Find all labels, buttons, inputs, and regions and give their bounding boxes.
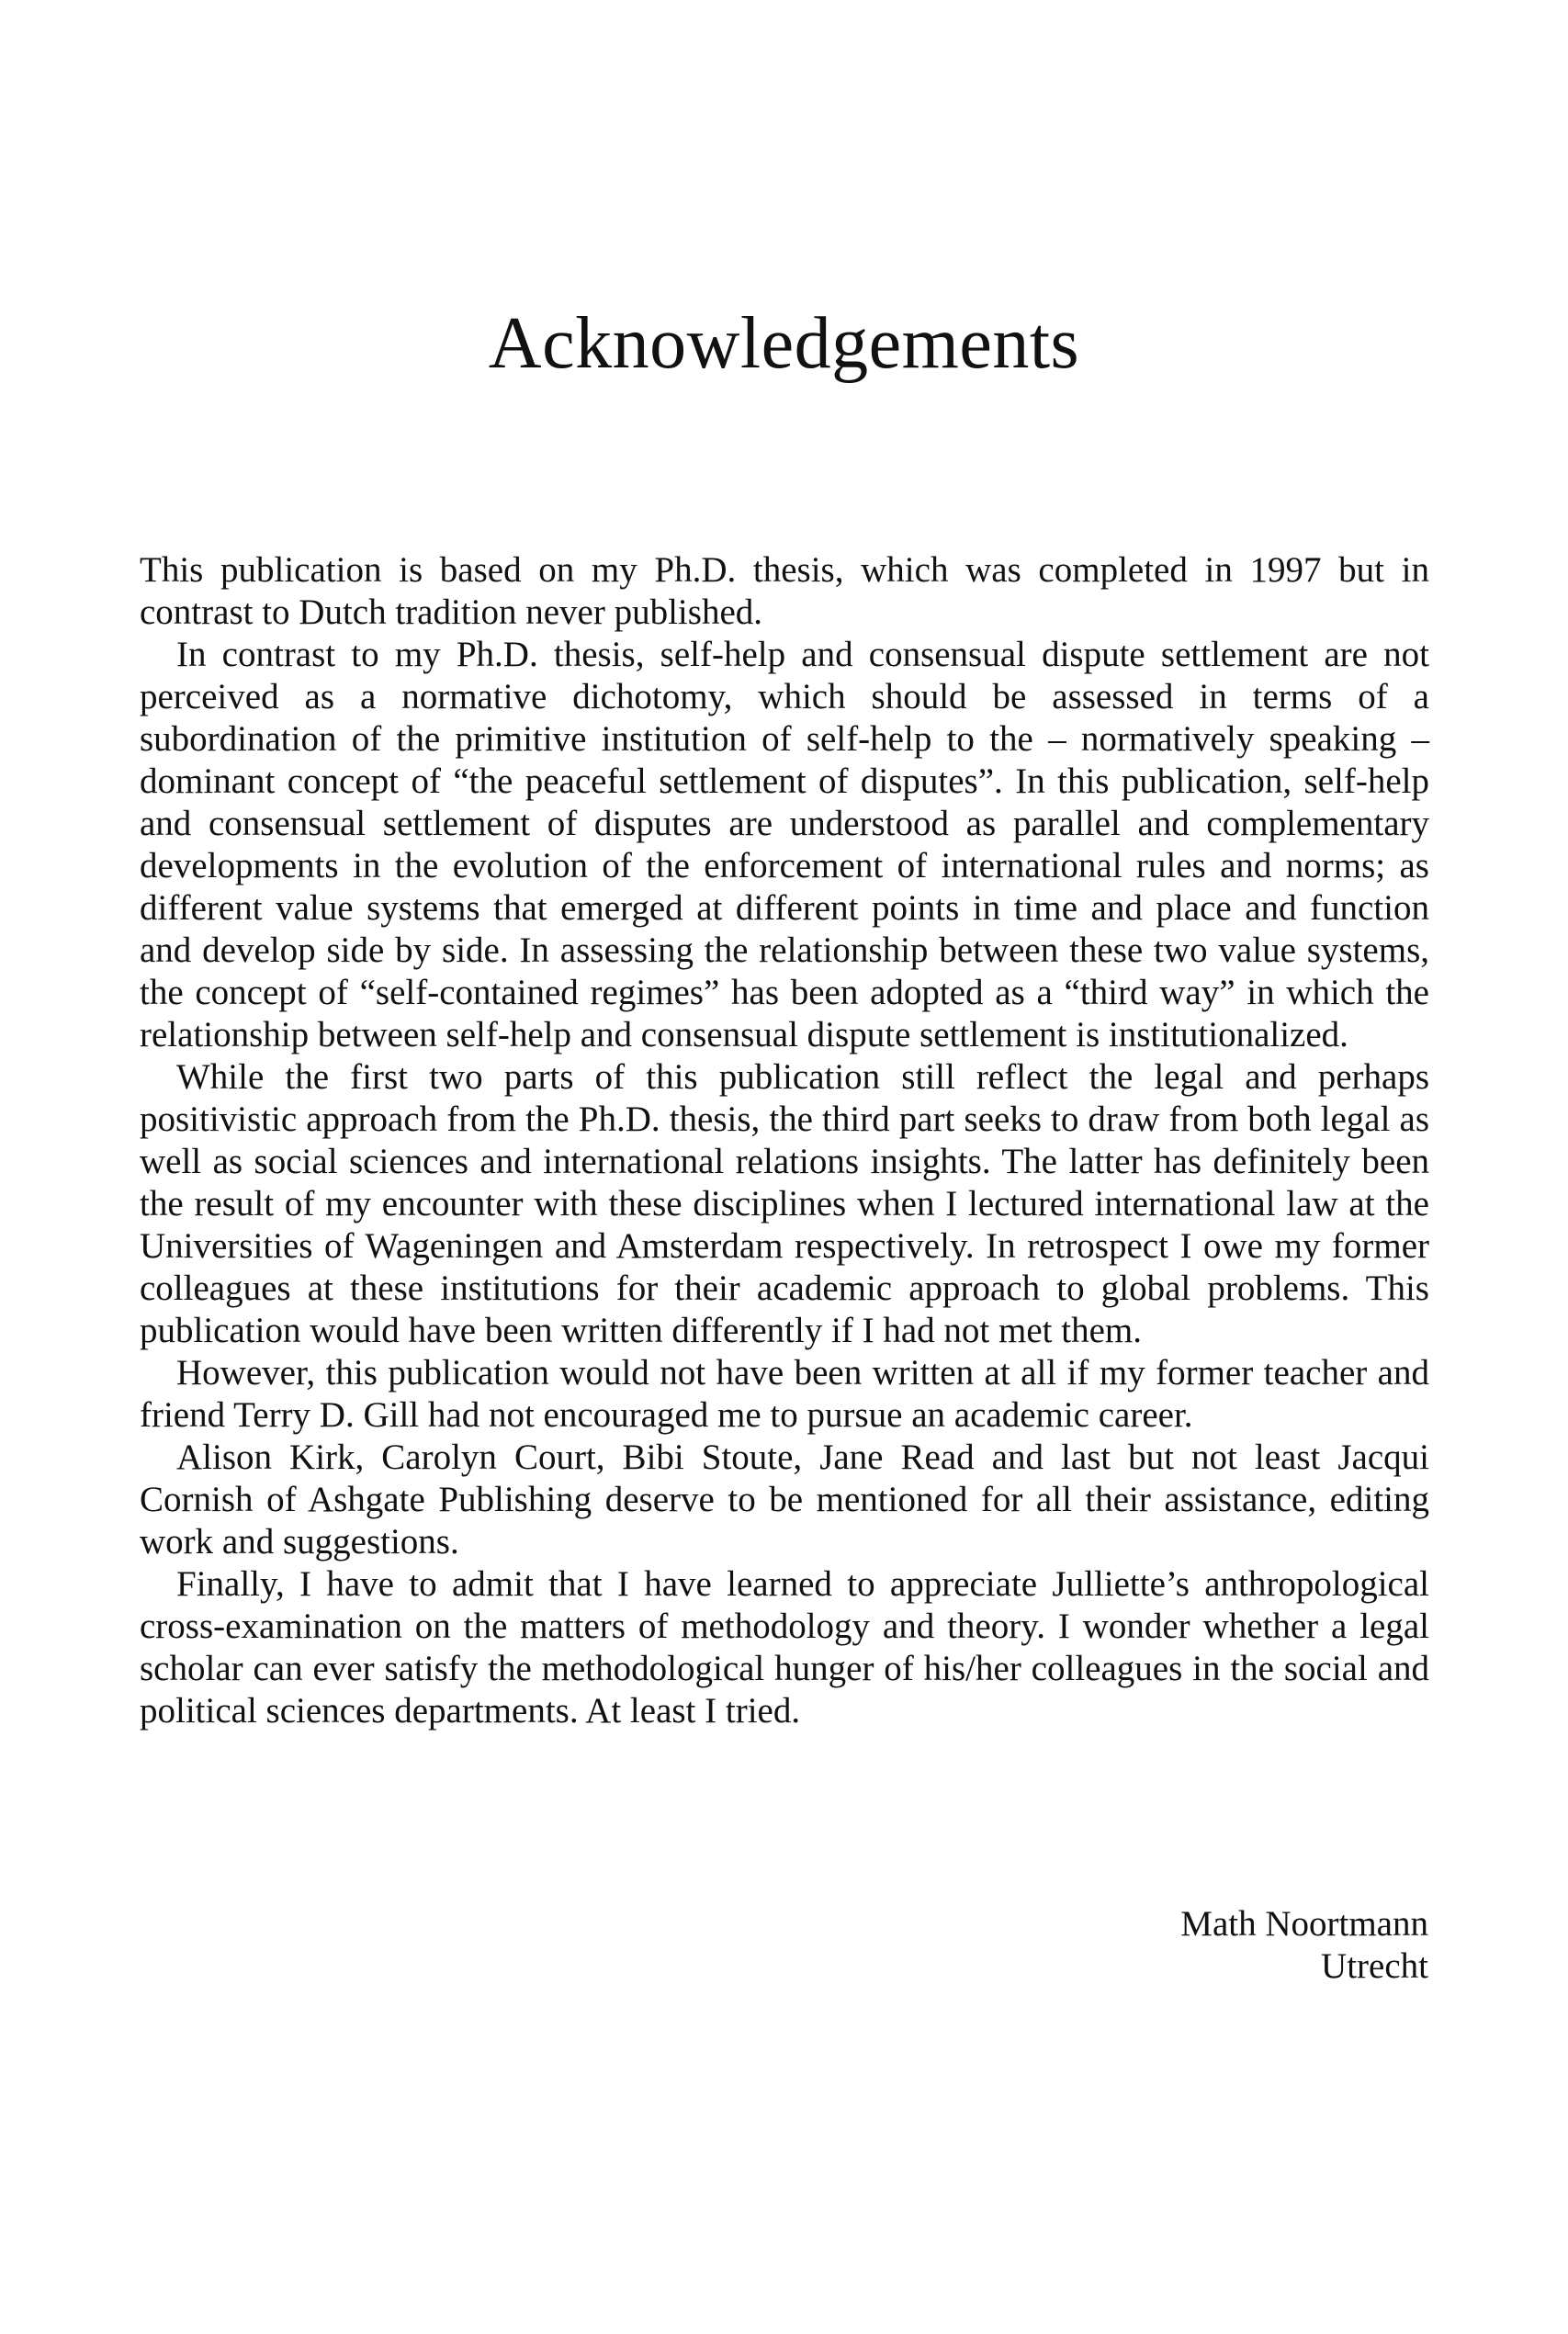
signature-block (1180, 1903, 1428, 1988)
paragraph-1: This publication is based on my Ph.D. thesis, which was completed in 1997 but in contrast to Dutch tradition never published. (140, 550, 1429, 632)
paragraph-5: Alison Kirk, Carolyn Court, Bibi Stoute, Jane Read and last but not least Jacqui Cornish of Ashgate Publishing deserve to be mentioned for all their assistance, editing work and suggestions. (140, 1438, 1429, 1562)
paragraph-6: Finally, I have to admit that I have learned to appreciate Julliette’s anthropological cross-examination on the matters of methodology and theory. I wonder whether a legal scholar can ever satisfy the methodological hunger of his/her colleagues in the social and political sciences departments. At least I tried. (140, 1564, 1429, 1731)
paragraph-2: In contrast to my Ph.D. thesis, self-help and consensual dispute settlement are not perceived as a normative dichotomy, which should be assessed in terms of a subordination of the primitive institution of self-help to the – normatively speaking – dominant concept of “the peaceful settlement of disputes”. In this publication, self-help and consensual settlement of disputes are understood as parallel and complementary developments in the evolution of the enforcement of international rules and norms; as different value systems that emerged at different points in time and place and function and develop side by side. In assessing the relationship between these two value systems, the concept of “self-contained regimes” has been adopted as a “third way” in which the relationship between self-help and consensual dispute settlement is institutionalized. (140, 635, 1429, 1054)
paragraph-3: While the first two parts of this publication still reflect the legal and perhaps positivistic approach from the Ph.D. thesis, the third part seeks to draw from both legal as well as social sciences and international relations insights. The latter has definitely been the result of my encounter with these disciplines when I lectured international law at the Universities of Wageningen and Amsterdam respectively. In retrospect I owe my former colleagues at these institutions for their academic approach to global problems. This publication would have been written differently if I had not met them. (140, 1057, 1429, 1350)
acknowledgements-body (140, 549, 1429, 1732)
page-title: Acknowledgements (488, 303, 1080, 384)
paragraph-4: However, this publication would not have been written at all if my former teacher and friend Terry D. Gill had not encouraged me to pursue an academic career. (140, 1353, 1429, 1435)
author-name: Math Noortmann (1180, 1904, 1428, 1944)
author-place: Utrecht (1321, 1946, 1428, 1986)
